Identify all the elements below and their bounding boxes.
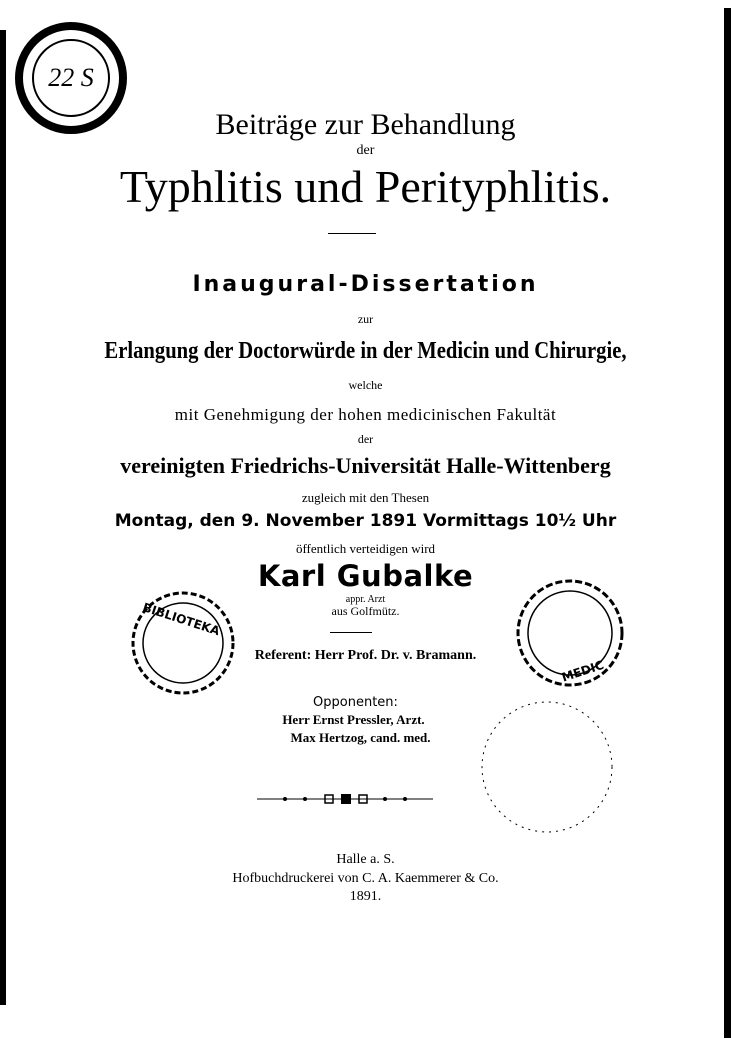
author-divider xyxy=(330,632,372,633)
library-stamp-mid-right xyxy=(500,575,640,695)
defense-date: Montag, den 9. November 1891 Vormittags 10½ Uhr xyxy=(114,511,617,531)
stamp-text-left: BIBLIOTEKA xyxy=(141,600,222,639)
stamp-number: 22 S xyxy=(48,63,94,92)
imprint-city: Halle a. S. xyxy=(336,852,395,867)
opponents-label: Opponenten: xyxy=(313,695,398,710)
opponent-2: Max Hertzog, cand. med. xyxy=(290,730,431,745)
defend-line: öffentlich verteidigen wird xyxy=(295,541,436,556)
imprint-printer: Hofbuchdruckerei von C. A. Kaemmerer & Co. xyxy=(232,871,499,886)
author-title: appr. Arzt xyxy=(345,594,386,605)
dissertation-der: der xyxy=(357,432,374,446)
dissertation-welche: welche xyxy=(348,378,383,392)
author-name: Karl Gubalke xyxy=(257,559,474,593)
title-main: Typhlitis und Perityphlitis. xyxy=(119,161,612,212)
stamp-text-right: MEDIC xyxy=(559,657,606,685)
referent: Referent: Herr Prof. Dr. v. Bramann. xyxy=(254,648,477,663)
dissertation-permission: mit Genehmigung der hohen medicinischen Fakultät xyxy=(174,405,557,424)
dissertation-heading: Inaugural-Dissertation xyxy=(192,272,539,297)
title-line-1: Beiträge zur Behandlung xyxy=(215,108,516,141)
author-origin: aus Golfmütz. xyxy=(331,604,400,618)
university-name: vereinigten Friedrichs-Universität Halle-Wittenberg xyxy=(120,453,611,478)
title-line-2: der xyxy=(356,143,375,158)
dissertation-purpose: Erlangung der Doctorwürde in der Medicin und Chirurgie, xyxy=(104,338,627,364)
opponent-1: Herr Ernst Pressler, Arzt. xyxy=(282,712,425,727)
title-divider xyxy=(328,233,376,234)
dissertation-zur: zur xyxy=(357,312,374,326)
theses-line: zugleich mit den Thesen xyxy=(301,490,430,505)
ornament-divider xyxy=(255,792,435,806)
imprint-year: 1891. xyxy=(349,889,382,904)
